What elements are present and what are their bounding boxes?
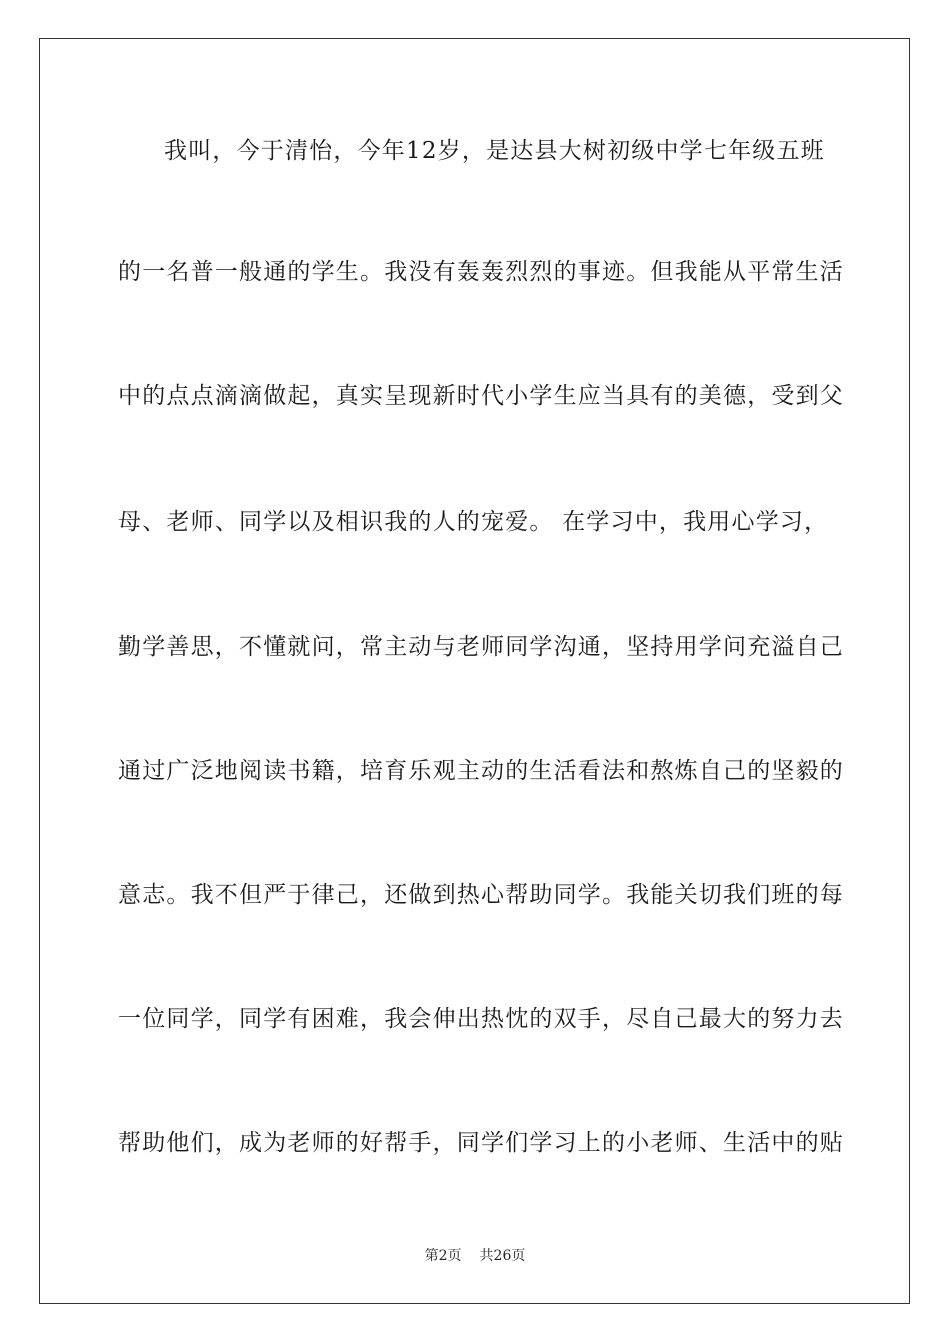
body-line-4: 母、老师、同学以及相识我的人的宠爱。 在学习中，我用心学习，	[118, 509, 829, 535]
body-line-3: 中的点点滴滴做起，真实呈现新时代小学生应当具有的美德，受到父	[118, 383, 844, 409]
body-line-5: 勤学善思，不懂就问，常主动与老师同学沟通，坚持用学问充溢自己	[118, 634, 844, 660]
body-line-2: 的一名普一般通的学生。我没有轰轰烈烈的事迹。但我能从平常生活	[118, 259, 844, 285]
body-line-6: 通过广泛地阅读书籍，培育乐观主动的生活看法和熬炼自己的坚毅的	[118, 758, 844, 784]
body-line-7: 意志。我不但严于律己，还做到热心帮助同学。我能关切我们班的每	[118, 882, 844, 908]
body-line-8: 一位同学，同学有困难，我会伸出热忱的双手，尽自己最大的努力去	[118, 1006, 844, 1032]
body-line-1: 我叫，今于清怡，今年12岁，是达县大树初级中学七年级五班	[164, 138, 825, 164]
page-number: 第2页	[424, 1248, 462, 1264]
page-total: 共26页	[479, 1248, 526, 1264]
page-frame	[39, 38, 910, 1304]
page-footer	[0, 1247, 950, 1265]
body-line-9: 帮助他们，成为老师的好帮手，同学们学习上的小老师、生活中的贴	[118, 1130, 844, 1156]
